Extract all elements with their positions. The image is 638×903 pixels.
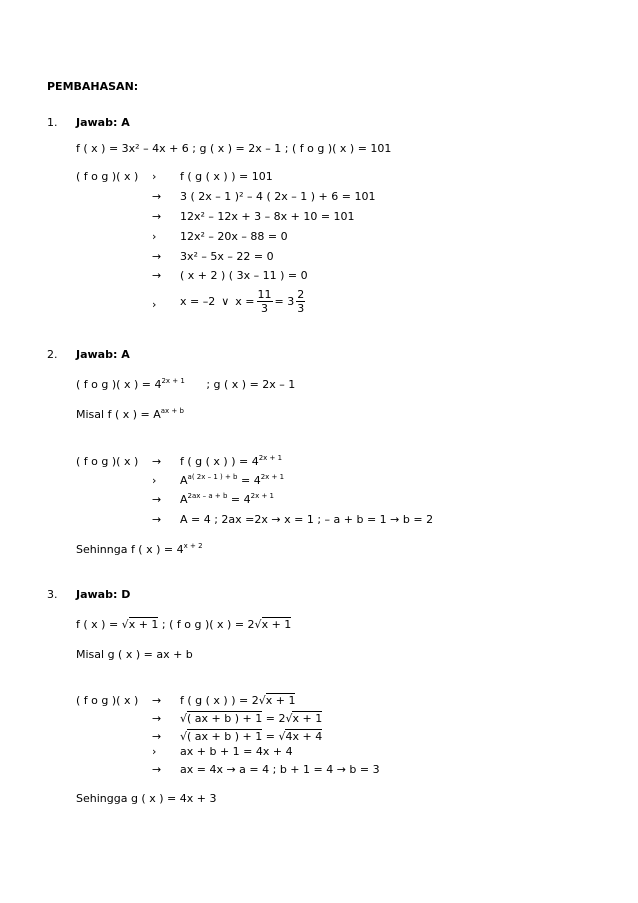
conclusion-line — [76, 543, 203, 556]
solution-root-1: x = –2 — [180, 294, 216, 308]
exponent: 2x + 1 — [250, 492, 275, 500]
step-line: 12x² – 12x + 3 – 8x + 10 = 101 — [180, 210, 355, 223]
given-line: f ( x ) = 3x² – 4x + 6 ; g ( x ) = 2x – 1 ; ( f o g )( x ) = 101 — [76, 142, 392, 155]
given-text: ; ( f o g )( x ) = 2√ — [158, 618, 262, 631]
composition-lhs: ( f o g )( x ) — [76, 455, 139, 468]
given-lhs: ( f o g )( x ) = 4 — [76, 378, 162, 391]
answer-label: Jawab: A — [76, 348, 130, 361]
given-line — [76, 378, 295, 391]
mixed-fraction — [296, 288, 305, 315]
arrow-icon: → — [152, 493, 162, 506]
arrow-icon: › — [152, 745, 157, 758]
misal-text: Misal f ( x ) = A — [76, 408, 161, 421]
conclusion-text: Sehinnga f ( x ) = 4 — [76, 543, 184, 556]
fraction-denominator: 3 — [297, 301, 305, 315]
step-line — [180, 694, 295, 707]
step-text: A — [180, 474, 188, 487]
arrow-icon: → — [152, 763, 162, 776]
arrow-icon: → — [152, 269, 162, 282]
radicand: x + 1 — [265, 694, 296, 707]
step-line: ax = 4x → a = 4 ; b + 1 = 4 → b = 3 — [180, 763, 380, 776]
step-line: 3x² – 5x – 22 = 0 — [180, 250, 274, 263]
step-text: = 4 — [227, 493, 251, 506]
mixed-whole: = 3 — [274, 294, 295, 308]
exponent: a( 2x – 1 ) + b — [187, 473, 238, 481]
solution-x-label: x = — [235, 294, 255, 308]
arrow-icon: › — [152, 170, 157, 183]
fraction-numerator: 11 — [257, 287, 272, 301]
step-text: = √ — [262, 730, 286, 743]
radicand: x + 1 — [292, 712, 323, 725]
conclusion-line: Sehingga g ( x ) = 4x + 3 — [76, 792, 217, 805]
step-line — [180, 730, 322, 743]
arrow-icon: › — [152, 230, 157, 243]
step-line: 12x² – 20x – 88 = 0 — [180, 230, 288, 243]
step-text: √ — [180, 730, 188, 743]
step-text: A — [180, 493, 188, 506]
step-line — [180, 474, 284, 487]
exponent: 2x + 1 — [258, 454, 283, 462]
given-rhs: ; g ( x ) = 2x – 1 — [206, 378, 296, 391]
step-text: √ — [180, 712, 188, 725]
fraction — [257, 288, 273, 315]
exponent: 2x + 1 — [161, 377, 185, 385]
arrow-icon: → — [152, 694, 162, 707]
radicand: ( ax + b ) + 1 — [187, 712, 263, 725]
arrow-icon: → — [152, 210, 162, 223]
arrow-icon: → — [152, 730, 162, 743]
exponent: x + 2 — [183, 542, 203, 550]
step-text: = 4 — [237, 474, 261, 487]
arrow-icon: → — [152, 190, 162, 203]
exponent: 2ax – a + b — [187, 492, 228, 500]
arrow-icon: → — [152, 250, 162, 263]
fraction-denominator: 3 — [261, 301, 269, 315]
step-line: f ( g ( x ) ) = 101 — [180, 170, 273, 183]
problem-number: 3. — [47, 588, 58, 601]
arrow-icon: → — [152, 712, 162, 725]
given-text: f ( x ) = √ — [76, 618, 129, 631]
page-heading: PEMBAHASAN: — [47, 80, 139, 93]
arrow-icon: › — [152, 474, 157, 487]
step-line — [180, 455, 282, 468]
step-line: A = 4 ; 2ax =2x → x = 1 ; – a + b = 1 → b = 2 — [180, 513, 434, 526]
misal-line: Misal g ( x ) = ax + b — [76, 648, 193, 661]
exponent: ax + b — [160, 407, 184, 415]
arrow-icon: → — [152, 455, 162, 468]
composition-lhs: ( f o g )( x ) — [76, 170, 139, 183]
arrow-icon: › — [152, 298, 157, 311]
step-line — [180, 712, 322, 725]
step-text: f ( g ( x ) ) = 2√ — [180, 694, 266, 707]
problem-number: 2. — [47, 348, 58, 361]
final-solution — [180, 285, 307, 317]
arrow-icon: → — [152, 513, 162, 526]
misal-line — [76, 408, 184, 421]
radicand: x + 1 — [128, 618, 159, 631]
step-line: 3 ( 2x – 1 )² – 4 ( 2x – 1 ) + 6 = 101 — [180, 190, 376, 203]
radicand: ( ax + b ) + 1 — [187, 730, 263, 743]
answer-label: Jawab: D — [76, 588, 131, 601]
step-line: ( x + 2 ) ( 3x – 11 ) = 0 — [180, 269, 308, 282]
composition-lhs: ( f o g )( x ) — [76, 694, 139, 707]
step-text: f ( g ( x ) ) = 4 — [180, 455, 259, 468]
step-line: ax + b + 1 = 4x + 4 — [180, 745, 293, 758]
answer-label: Jawab: A — [76, 116, 130, 129]
exponent: 2x + 1 — [260, 473, 285, 481]
radicand: 4x + 4 — [285, 730, 323, 743]
radicand: x + 1 — [261, 618, 292, 631]
problem-number: 1. — [47, 116, 58, 129]
or-symbol: ∨ — [221, 294, 230, 308]
given-line — [76, 618, 291, 631]
step-line — [180, 493, 274, 506]
fraction-numerator: 2 — [297, 287, 305, 301]
step-text: = 2√ — [262, 712, 293, 725]
